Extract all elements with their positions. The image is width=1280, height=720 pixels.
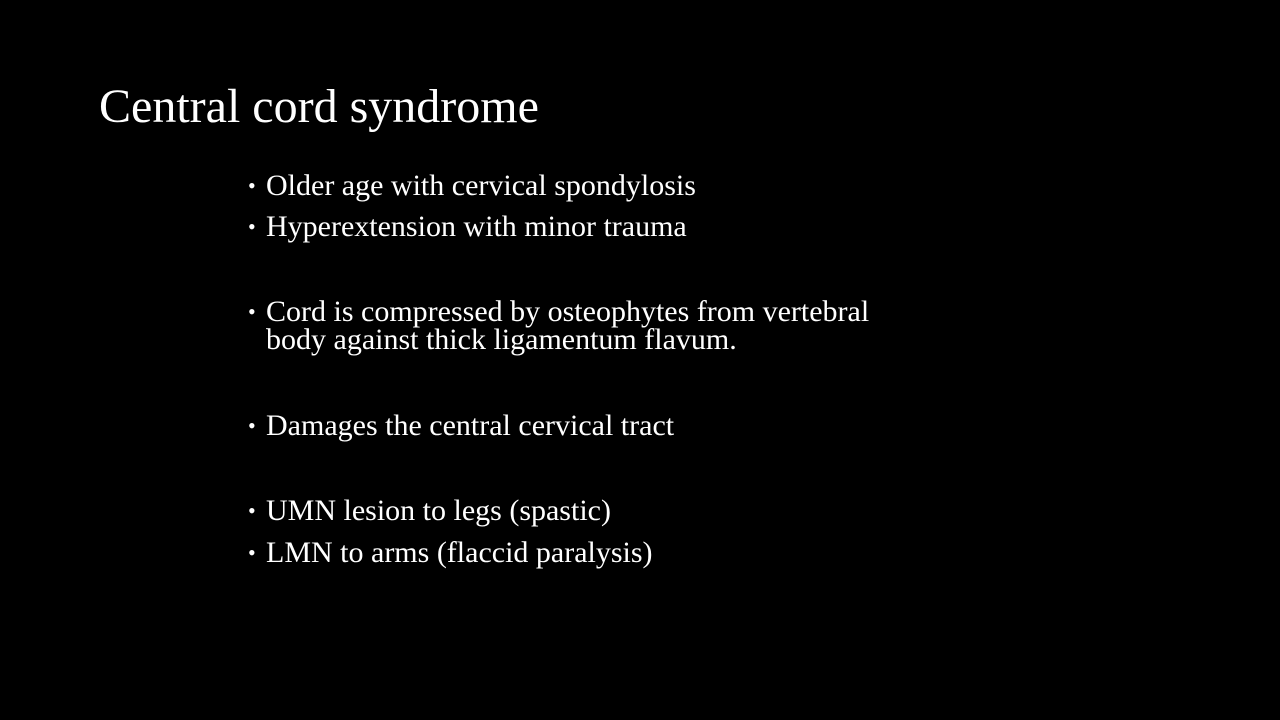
bullet-icon: • xyxy=(248,540,256,565)
bullet-item xyxy=(248,295,1008,356)
bullet-icon: • xyxy=(248,498,256,523)
bullet-text: UMN lesion to legs (spastic) xyxy=(266,494,611,527)
bullet-item xyxy=(248,494,1008,527)
bullet-text: Older age with cervical spondylosis xyxy=(266,169,696,202)
bullet-icon: • xyxy=(248,299,256,324)
slide-title: Central cord syndrome xyxy=(99,80,539,133)
bullet-text: Hyperextension with minor trauma xyxy=(266,210,687,243)
bullet-icon: • xyxy=(248,214,256,239)
bullet-text: LMN to arms (flaccid paralysis) xyxy=(266,536,653,569)
bullet-text: Damages the central cervical tract xyxy=(266,409,675,442)
bullet-item xyxy=(248,536,1008,569)
bullet-item xyxy=(248,169,1008,202)
bullet-item xyxy=(248,210,1008,243)
bullet-icon: • xyxy=(248,413,256,438)
bullet-text: Cord is compressed by osteophytes from vertebral body against thick ligamentum flavum. xyxy=(266,295,870,356)
bullet-icon: • xyxy=(248,173,256,198)
bullet-item xyxy=(248,409,1008,442)
